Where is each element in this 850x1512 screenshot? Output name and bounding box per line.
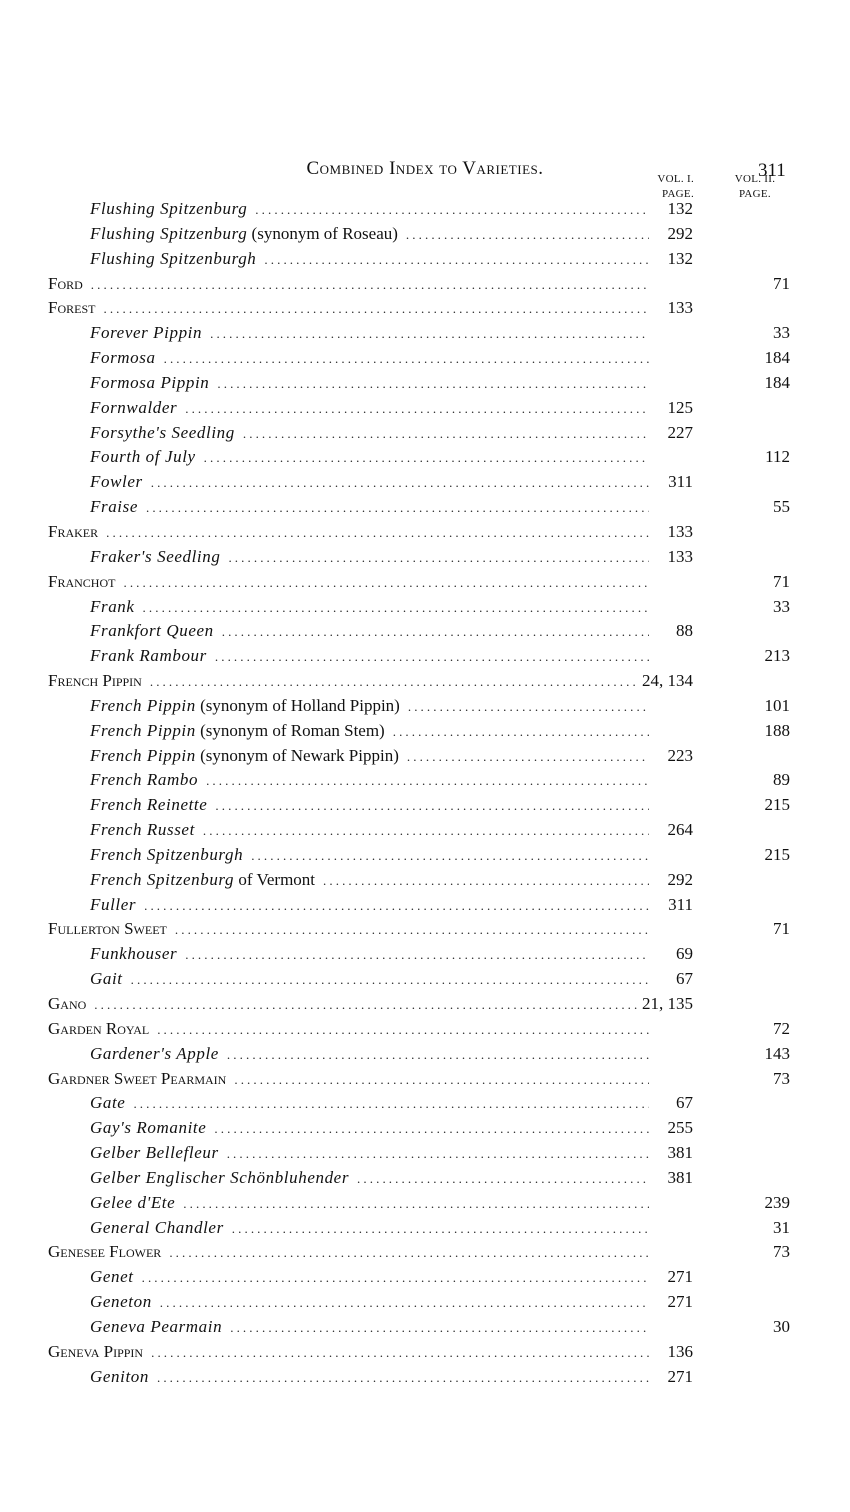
vol2-page: 101 [764,695,790,715]
entry-label [48,1019,149,1039]
dot-leader [255,202,649,218]
index-entry-synonym [48,597,790,622]
index-entry-synonym [48,746,790,771]
vol2-page: 112 [765,447,790,467]
entry-note: (synonym of Newark Pippin) [195,745,399,765]
entry-name: Fuller [90,894,137,914]
entry-label [90,696,400,716]
entry-name: Gelber Englischer Schönbluhender [90,1167,350,1187]
index-entry-synonym [48,1193,790,1218]
entry-label [90,398,177,418]
vol1-page: 136 [667,1341,693,1361]
index-entry-synonym [48,323,790,348]
vol1-page: 133 [667,298,693,318]
index-entry-synonym [48,1118,790,1143]
dot-leader [206,773,649,789]
vol2-page: 31 [773,1217,790,1237]
vol1-page: 132 [667,199,693,218]
entry-label [90,1143,219,1163]
dot-leader [94,997,638,1013]
entry-label [90,373,209,393]
entry-label [90,323,202,343]
dot-leader [160,1295,649,1311]
index-entry-main [48,274,790,299]
dot-leader [227,1047,649,1063]
entry-name: Funkhouser [90,944,178,964]
vol1-page: 255 [667,1118,693,1138]
vol2-page: 71 [773,571,790,591]
entry-name: French Russet [90,820,195,840]
index-entry-synonym [48,895,790,920]
dot-leader [133,1096,649,1112]
entry-name: Fourth of July [90,447,196,467]
index-entry-synonym [48,696,790,721]
vol2-page: 33 [773,323,790,343]
entry-label [48,572,115,592]
vol1-page: 271 [667,1366,693,1386]
index-entry-synonym [48,249,790,274]
entry-name: Fraker's Seedling [90,546,221,566]
entry-label [90,1093,125,1113]
index-entry-synonym [48,795,790,820]
vol2-page: 188 [764,720,790,740]
vol1-page: 132 [667,248,693,268]
dot-leader [232,1221,649,1237]
entry-name: Fornwalder [90,397,178,417]
dot-leader [143,600,649,616]
index-entry-synonym [48,199,790,224]
index-entry-synonym [48,1292,790,1317]
dot-leader [146,500,649,516]
entry-label [90,1218,224,1238]
entry-name: Gate [90,1093,126,1113]
entry-name: Gelber Bellefleur [90,1143,219,1163]
index-entry-main [48,994,790,1019]
dot-leader [393,724,649,740]
entry-name: French Rambo [90,770,199,790]
dot-leader [175,922,649,938]
entry-label [90,969,123,989]
index-entry-synonym [48,1168,790,1193]
index-entry-synonym [48,944,790,969]
entry-label [90,646,207,666]
entry-name: Genesee Flower [48,1242,162,1262]
dot-leader [185,401,649,417]
entry-label [90,423,235,443]
index-entry-synonym [48,472,790,497]
entry-label [90,1267,134,1287]
index-entry-synonym [48,1218,790,1243]
entry-name: Garden Royal [48,1018,150,1038]
dot-leader [203,823,649,839]
entry-name: Frank [90,596,135,616]
entry-name: French Pippin [90,695,196,715]
vol1-page: 264 [667,820,693,840]
dot-leader [228,550,649,566]
dot-leader [142,1270,649,1286]
vol1-page: 381 [667,1167,693,1187]
vol2-page: 215 [764,844,790,864]
entry-label [48,522,98,542]
vol1-page-label: PAGE. [662,188,694,200]
index-entry-synonym [48,1317,790,1342]
vol2-label: VOL. II. [734,173,776,185]
dot-leader [164,351,649,367]
entry-label [90,944,177,964]
dot-leader [357,1171,649,1187]
entry-name: Gait [90,969,123,989]
entry-label [48,919,167,939]
index-entry-main [48,1069,790,1094]
vol1-page: 133 [667,546,693,566]
index-entry-synonym [48,845,790,870]
vol1-page: 311 [668,894,693,914]
dot-leader [157,1370,649,1386]
entry-name: Formosa [90,348,156,368]
index-entry-synonym [48,1143,790,1168]
dot-leader [408,699,649,715]
entry-name: Fullerton Sweet [48,919,167,939]
entry-name: Forever Pippin [90,323,203,343]
entry-name: Fraise [90,497,138,517]
entry-label [48,298,95,318]
vol1-page: 271 [667,1292,693,1312]
entry-label [48,1069,226,1089]
dot-leader [407,749,649,765]
index-entry-synonym [48,820,790,845]
page-title: Combined Index to Varieties. [306,158,544,179]
entry-name: Flushing Spitzenburgh [90,248,257,268]
dot-leader [103,301,649,317]
dot-leader [183,1196,649,1212]
dot-leader [222,624,649,640]
vol2-page: 33 [773,596,790,616]
vol1-page: 381 [667,1143,693,1163]
entry-note: (synonym of Holland Pippin) [195,695,400,715]
vol2-page: 184 [764,348,790,368]
entry-label [90,348,156,368]
dot-leader [204,450,649,466]
page-number: 311 [758,160,786,181]
entry-name: Flushing Spitzenburg [90,199,248,218]
dot-leader [106,525,649,541]
vol2-page: 55 [773,497,790,517]
index-entry-synonym [48,646,790,671]
dot-leader [215,649,649,665]
dot-leader [91,277,649,293]
entry-name: General Chandler [90,1217,224,1237]
vol2-page: 73 [773,1068,790,1088]
vol1-page: 292 [667,223,693,243]
vol2-page-label: PAGE. [739,188,771,200]
entry-name: Flushing Spitzenburg [90,223,248,243]
entry-name: French Pippin [90,745,196,765]
vol2-page: 71 [773,273,790,293]
entry-name: Frank Rambour [90,646,207,666]
entry-label [48,1242,161,1262]
entry-name: Geneton [90,1292,152,1312]
entry-name: Gay's Romanite [90,1118,207,1138]
dot-leader [215,798,649,814]
dot-leader [151,475,649,491]
index-entry-synonym [48,1367,790,1392]
entry-label [90,870,315,890]
vol2-page: 73 [773,1242,790,1262]
entry-label [90,249,256,269]
entry-name: French Pippin [90,720,196,740]
dot-leader [151,1345,649,1361]
entry-name: Forest [48,298,96,318]
dot-leader [131,972,649,988]
index-entry-synonym [48,423,790,448]
dot-leader [210,326,649,342]
entry-name: French Reinette [90,795,208,815]
vol2-page: 215 [764,795,790,815]
entry-name: Geniton [90,1366,149,1386]
entry-label [90,1193,175,1213]
dot-leader [251,848,649,864]
dot-leader [230,1320,649,1336]
vol1-page: 271 [667,1267,693,1287]
dot-leader [264,252,649,268]
entry-label [90,770,198,790]
entry-note: of Vermont [234,869,316,889]
vol2-page: 213 [764,646,790,666]
entry-name: Formosa Pippin [90,372,210,392]
dot-leader [227,1146,649,1162]
vol1-page: 133 [667,521,693,541]
entry-label [90,447,196,467]
entry-name: Gardner Sweet Pearmain [48,1068,227,1088]
vol1-page: 67 [676,1093,693,1113]
index-entry-synonym [48,770,790,795]
entry-label [48,671,142,691]
vol1-page: 223 [667,745,693,765]
entry-label [90,721,385,741]
index-entry-synonym [48,348,790,373]
index-entry-synonym [48,621,790,646]
entry-label [90,497,138,517]
index-entry-synonym [48,224,790,249]
entry-label [90,224,398,244]
entry-name: Fraker [48,521,99,541]
vol1-page: 227 [667,422,693,442]
index-entry-synonym [48,398,790,423]
entry-name: French Pippin [48,671,142,691]
entry-name: French Spitzenburg [90,869,235,889]
entry-name: Gelee d'Ete [90,1192,176,1212]
entry-name: Geneva Pearmain [90,1316,223,1336]
entry-label [90,597,135,617]
vol1-page: 125 [667,397,693,417]
entry-note: (synonym of Roman Stem) [195,720,385,740]
dot-leader [157,1022,649,1038]
entry-name: Frankfort Queen [90,621,214,641]
index-entry-synonym [48,721,790,746]
index-entry-main [48,671,790,696]
vol1-page: 69 [676,944,693,964]
vol2-page: 30 [773,1316,790,1336]
dot-leader [169,1245,649,1261]
entry-name: Gano [48,994,87,1013]
dot-leader [150,674,638,690]
index-entry-synonym [48,447,790,472]
entry-label [90,547,220,567]
dot-leader [217,376,649,392]
entry-name: Geneva Pippin [48,1341,144,1361]
dot-leader [234,1072,649,1088]
vol2-column-header [720,172,790,202]
vol1-page: 24, 134 [642,671,693,691]
entry-name: Forsythe's Seedling [90,422,235,442]
dot-leader [214,1121,649,1137]
vol1-page: 311 [668,472,693,492]
index-entry-synonym [48,1044,790,1069]
entry-label [48,994,86,1014]
entry-name: French Spitzenburgh [90,844,244,864]
entry-label [90,845,243,865]
entry-label [90,1292,152,1312]
dot-leader [406,227,649,243]
entry-label [90,895,136,915]
entry-label [90,1168,349,1188]
index-entry-synonym [48,547,790,572]
index-entry-synonym [48,1267,790,1292]
entry-label [90,795,207,815]
vol2-page: 184 [764,372,790,392]
entry-label [48,1342,143,1362]
index-entry-main [48,572,790,597]
dot-leader [123,575,649,591]
vol2-page: 72 [773,1018,790,1038]
index-entry-synonym [48,870,790,895]
entry-label [90,1317,222,1337]
index-entry-synonym [48,373,790,398]
index-entry-synonym [48,1093,790,1118]
entry-name: Gardener's Apple [90,1043,219,1063]
index-entry-main [48,1342,790,1367]
entry-note: (synonym of Roseau) [247,223,398,243]
vol1-label: VOL. I. [657,173,694,185]
index-entry-synonym [48,497,790,522]
vol1-page: 67 [676,969,693,989]
entry-label [90,820,195,840]
vol1-column-header [620,172,694,202]
entry-label [90,1118,206,1138]
index-entry-main [48,1242,790,1267]
vol1-page: 88 [676,621,693,641]
entry-name: Fowler [90,472,143,492]
vol2-page: 239 [764,1192,790,1212]
entry-name: Franchot [48,571,116,591]
entry-name: Ford [48,273,83,293]
dot-leader [243,426,649,442]
entry-label [90,746,399,766]
entry-name: Genet [90,1267,134,1287]
entry-label [90,472,143,492]
vol2-page: 89 [773,770,790,790]
index-entry-synonym [48,969,790,994]
entry-label [48,274,83,294]
index-entry-main [48,522,790,547]
index-entries [48,199,790,1392]
dot-leader [185,947,649,963]
index-entry-main [48,1019,790,1044]
entry-label [90,621,214,641]
index-entry-main [48,298,790,323]
index-entry-main [48,919,790,944]
entry-label [90,199,247,219]
vol1-page: 292 [667,869,693,889]
vol1-page: 21, 135 [642,994,693,1013]
dot-leader [323,873,649,889]
vol2-page: 143 [764,1043,790,1063]
entry-label [90,1044,219,1064]
entry-label [90,1367,149,1387]
dot-leader [144,898,649,914]
vol2-page: 71 [773,919,790,939]
